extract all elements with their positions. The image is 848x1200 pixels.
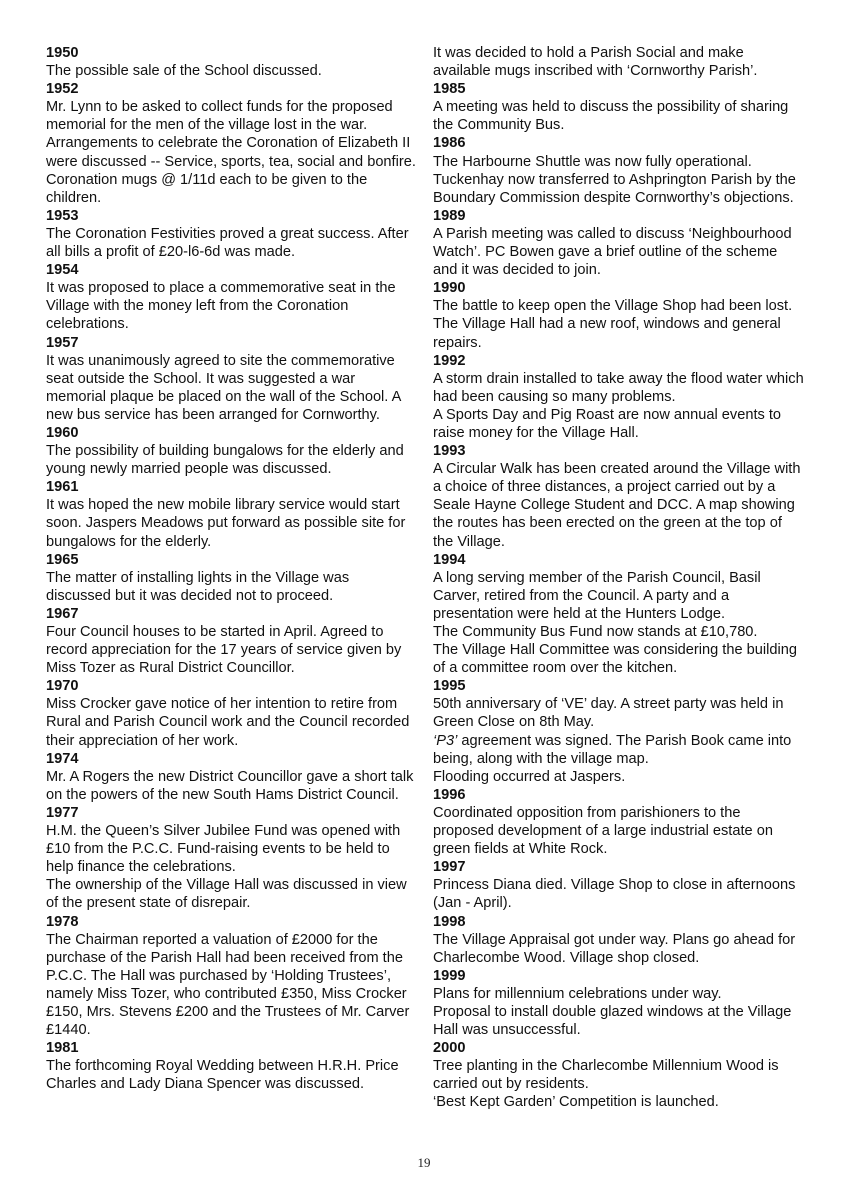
timeline-entry xyxy=(433,858,805,912)
year-heading: 1977 xyxy=(46,804,79,821)
entry-text: It was hoped the new mobile library service would start soon. Jaspers Meadows put forward as possible site for bungalows for the elderly. xyxy=(46,497,406,550)
p3-rest: agreement was signed. The Parish Book came into being, along with the village map. xyxy=(433,732,792,767)
timeline-entry xyxy=(433,442,805,551)
entry-text: A Sports Day and Pig Roast are now annual events to raise money for the Village Hall. xyxy=(433,406,782,441)
year-heading: 1965 xyxy=(46,551,79,568)
timeline-entry xyxy=(46,424,418,478)
year-heading: 1995 xyxy=(433,678,466,695)
timeline-entry xyxy=(46,605,418,677)
timeline-entry xyxy=(433,967,805,1039)
timeline-entry xyxy=(46,478,418,550)
entry-text: The Harbourne Shuttle was now fully operational. Tuckenhay now transferred to Ashprington Parish by the Boundary Commission despite Cornworthy’s objections. xyxy=(433,153,796,206)
entry-text: 50th anniversary of ‘VE’ day. A street party was held in Green Close on 8th May. xyxy=(433,696,784,731)
entry-text: A storm drain installed to take away the flood water which had been causing so many problems. xyxy=(433,370,804,405)
entry-text: A Parish meeting was called to discuss ‘Neighbourhood Watch’. PC Bowen gave a brief outline of the scheme and it was decided to join. xyxy=(433,225,792,279)
entry-text: A meeting was held to discuss the possibility of sharing the Community Bus. xyxy=(433,99,789,134)
year-heading: 1985 xyxy=(433,81,466,98)
year-heading: 1990 xyxy=(433,280,466,297)
year-heading: 2000 xyxy=(433,1040,466,1057)
timeline-entry xyxy=(433,207,805,279)
timeline-entry xyxy=(46,677,418,749)
timeline-entry xyxy=(46,1039,418,1093)
year-heading: 1953 xyxy=(46,207,79,224)
timeline-entry xyxy=(46,551,418,605)
timeline-entry xyxy=(46,44,418,80)
entry-text: The forthcoming Royal Wedding between H.R.H. Price Charles and Lady Diana Spencer was discussed. xyxy=(46,1058,399,1093)
timeline-entry xyxy=(433,352,805,442)
entry-text: The Coronation Festivities proved a great success. After all bills a profit of £20-l6-6d was made. xyxy=(46,225,409,261)
entry-text: Four Council houses to be started in April. Agreed to record appreciation for the 17 years of service given by Miss Tozer as Rural District Councillor. xyxy=(46,624,402,677)
timeline-entry xyxy=(46,334,418,424)
entry-text: A long serving member of the Parish Council, Basil Carver, retired from the Council. A party and a presentation were held at the Hunters Lodge. xyxy=(433,569,761,622)
timeline-entry xyxy=(46,750,418,804)
entry-text: Tree planting in the Charlecombe Millennium Wood is carried out by residents. xyxy=(433,1058,779,1093)
entry-text: Flooding occurred at Jaspers. xyxy=(433,768,626,785)
p3-agreement-text xyxy=(433,732,805,768)
year-heading: 1992 xyxy=(433,352,466,369)
year-heading: 1981 xyxy=(46,1040,79,1057)
entry-text: Mr. Lynn to be asked to collect funds for the proposed memorial for the men of the village lost in the war. Arrangements to celebrate the Coronation of Elizabeth II were discussed -- Service, sports, tea, social and bonfire. Coronation mugs @ 1/11d each to be given to the children. xyxy=(46,99,416,206)
p3-label: ‘P3’ xyxy=(433,732,458,749)
entry-text: Plans for millennium celebrations under way. xyxy=(433,985,722,1002)
entry-text: The Community Bus Fund now stands at £10,780. xyxy=(433,624,758,640)
year-heading: 1978 xyxy=(46,913,79,930)
timeline-entry xyxy=(433,80,805,134)
year-heading: 1950 xyxy=(46,45,79,61)
year-heading: 1998 xyxy=(433,913,466,930)
entry-text: It was proposed to place a commemorative seat in the Village with the money left from the Coronation celebrations. xyxy=(46,280,396,333)
year-heading: 1997 xyxy=(433,859,466,876)
entry-text: Miss Crocker gave notice of her intention to retire from Rural and Parish Council work and the Council recorded their appreciation of her work. xyxy=(46,696,410,749)
timeline-entry xyxy=(46,207,418,261)
entry-text: ‘Best Kept Garden’ Competition is launched. xyxy=(433,1094,719,1111)
entry-text: The Chairman reported a valuation of £2000 for the purchase of the Parish Hall had been received from the P.C.C. The Hall was purchased by ‘Holding Trustees’, namely Miss Tozer, who contributed £350, Miss Crocker £150, Mrs. Stevens £200 and the Trustees of Mr. Carver £1440. xyxy=(46,931,410,1039)
entry-text: The possible sale of the School discussed. xyxy=(46,63,322,80)
right-column xyxy=(433,44,805,1112)
year-heading: 1974 xyxy=(46,750,79,767)
right-column-intro: It was decided to hold a Parish Social and make available mugs inscribed with ‘Cornworthy Parish’. xyxy=(433,45,758,80)
year-heading: 1970 xyxy=(46,678,79,695)
entry-text: Coordinated opposition from parishioners to the proposed development of a large industrial estate on green fields at White Rock. xyxy=(433,804,773,858)
timeline-entry xyxy=(433,913,805,967)
timeline-entry xyxy=(433,134,805,206)
entry-text: Proposal to install double glazed windows at the Village Hall was unsuccessful. xyxy=(433,1003,792,1039)
entry-text: The Village Appraisal got under way. Plans go ahead for Charlecombe Wood. Village shop closed. xyxy=(433,931,796,966)
year-heading: 1994 xyxy=(433,551,466,568)
timeline-entry xyxy=(46,80,418,207)
year-heading: 1961 xyxy=(46,479,79,496)
timeline-entry xyxy=(433,786,805,858)
year-heading: 1960 xyxy=(46,424,79,441)
year-heading: 1989 xyxy=(433,207,466,224)
timeline-entry xyxy=(433,677,805,786)
year-heading: 1954 xyxy=(46,262,79,279)
entry-text: H.M. the Queen’s Silver Jubilee Fund was opened with £10 from the P.C.C. Fund-raising events to be held to help finance the celebrations. xyxy=(46,823,401,876)
page-number: 19 xyxy=(417,1155,431,1170)
timeline-entry xyxy=(433,551,805,678)
timeline-entry xyxy=(46,913,418,1040)
timeline-entry xyxy=(46,261,418,333)
entry-text: Mr. A Rogers the new District Councillor gave a short talk on the powers of the new South Hams District Council. xyxy=(46,768,414,803)
entry-text: The ownership of the Village Hall was discussed in view of the present state of disrepair. xyxy=(46,877,407,912)
timeline-entry xyxy=(433,279,805,351)
entry-text: The possibility of building bungalows for the elderly and young newly married people was discussed. xyxy=(46,443,404,478)
entry-text: Princess Diana died. Village Shop to close in afternoons (Jan - April). xyxy=(433,877,796,912)
year-heading: 1952 xyxy=(46,81,79,98)
year-heading: 1999 xyxy=(433,967,466,984)
entry-text: The battle to keep open the Village Shop had been lost. The Village Hall had a new roof, windows and general repairs. xyxy=(433,298,793,351)
year-heading: 1993 xyxy=(433,443,466,460)
entry-text: A Circular Walk has been created around the Village with a choice of three distances, a project carried out by a Seale Hayne College Student and DCC. A map showing the routes has been erected on the green at the top of the Village. xyxy=(433,461,801,550)
year-heading: 1986 xyxy=(433,135,466,152)
left-column xyxy=(46,44,418,1093)
timeline-entry xyxy=(46,804,418,913)
entry-text: It was unanimously agreed to site the commemorative seat outside the School. It was suggested a war memorial plaque be placed on the wall of the School. A new bus service has been arranged for Cornworthy. xyxy=(46,352,401,423)
entry-text: The Village Hall Committee was considering the building of a committee room over the kitchen. xyxy=(433,642,797,677)
year-heading: 1967 xyxy=(46,605,79,622)
timeline-entry xyxy=(433,1039,805,1111)
year-heading: 1957 xyxy=(46,334,79,351)
year-heading: 1996 xyxy=(433,786,466,803)
entry-text: The matter of installing lights in the Village was discussed but it was decided not to proceed. xyxy=(46,569,350,604)
